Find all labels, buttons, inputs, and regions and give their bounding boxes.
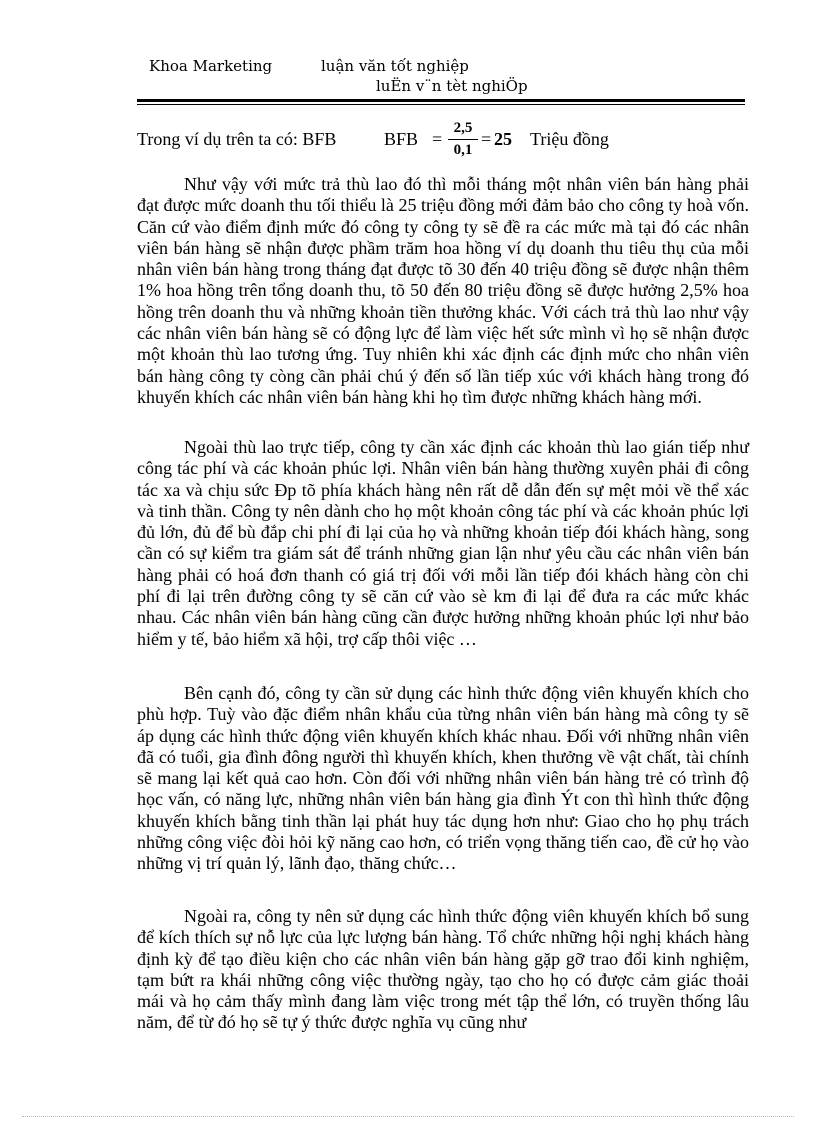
formula-equals: = [432,129,443,149]
formula-fraction [448,120,478,159]
formula-lhs: BFB [384,129,419,149]
header-rule-thick [137,99,745,102]
fraction-denominator: 0,1 [453,142,473,158]
header-rule-thin [137,104,745,105]
formula-unit: Triệu đồng [530,129,609,149]
fraction-bar [448,139,478,140]
formula-equals-2: = [481,129,492,149]
body-paragraph: Ngoài ra, công ty nên sử dụng các hình thức động viên khuyến khích bổ sung để kích thích sự nỗ lực của lực lượng bán hàng. Tổ chức những hội nghị khách hàng định kỳ để tạo điều kiện cho các nhân viên bán hàng gặp gỡ trao đổi kinh nghiệm, tạm bứt ra khái những công việc thường ngày, tạo cho họ có được cảm giác thoải mái và họ cảm thấy mình đang làm việc trong mét tập thể lớn, có truyền thống lâu năm, để từ đó họ sẽ tự ý thức được nghĩa vụ cũng như [137,906,749,1033]
fraction-numerator: 2,5 [453,120,473,136]
header-title: luận văn tốt nghiệp [321,57,469,75]
body-paragraph: Bên cạnh đó, công ty cần sử dụng các hình thức động viên khuyến khích cho phù hợp. Tuỳ vào đặc điểm nhân khẩu của từng nhân viên bán hàng mà công ty sẽ áp dụng các hình thức động viên khuyến khích khác nhau. Đối với những nhân viên đã có tuổi, gia đình đông người thì khuyến khích, khen thưởng về vật chất, tài chính sẽ mang lại kết quả cao hơn. Còn đối với những nhân viên bán hàng trẻ có trình độ học vấn, có năng lực, những nhân viên bán hàng gia đình Ýt con thì hình thức động khuyến khích bằng tinh thần lại phát huy tác dụng hơn như: Giao cho họ phụ trách những công việc đòi hỏi kỹ năng cao hơn, có triển vọng thăng tiến cao, đề cử họ vào những vị trí quản lý, lãnh đạo, thăng chức… [137,683,749,874]
header-title-garbled: luËn v¨n tèt nghiÖp [376,77,528,95]
formula-result: 25 [494,129,512,149]
formula-intro: Trong ví dụ trên ta có: BFB [137,129,337,149]
body-paragraph: Ngoài thù lao trực tiếp, công ty cần xác định các khoản thù lao gián tiếp như công tác phí và các khoản phúc lợi. Nhân viên bán hàng thường xuyên phải đi công tác xa và chịu sức Ðp tõ phía khách hàng nên rất dễ dẫn đến sự mệt mỏi về thể xác và tinh thần. Công ty nên dành cho họ một khoản công tác phí và các khoản phúc lợi đủ lớn, đủ để bù đắp chi phí đi lại của họ và những khoản tiếp đói khách hàng, song cần có sự kiểm tra giám sát để tránh những gian lận như yêu cầu các nhân viên bán hàng phải có hoá đơn thanh có giá trị đối với mỗi lần tiếp đói khách hàng còn chi phí đi lại trên đường công ty sẽ căn cứ vào sè km đi lại để đưa ra các mức khác nhau. Các nhân viên bán hàng cũng cần được hưởng những khoản phúc lợi như bảo hiểm y tế, bảo hiểm xã hội, trợ cấp thôi việc … [137,437,749,649]
page-bottom-divider [22,1116,794,1117]
header-department: Khoa Marketing [149,57,273,75]
formula-line [137,120,757,162]
body-paragraph: Như vậy với mức trả thù lao đó thì mỗi tháng một nhân viên bán hàng phải đạt được mức doanh thu tối thiểu là 25 triệu đồng mới đảm bảo cho công ty hoà vốn. Căn cứ vào điểm định mức đó công ty công ty sẽ đề ra các mức mà tại đó các nhân viên bán hàng sẽ nhận được phầm trăm hoa hồng ví dụ doanh thu tiêu thụ của mỗi nhân viên bán hàng trong tháng đạt được tõ 30 đến 40 triệu đồng sẽ được nhận thêm 1% hoa hồng trên tổng doanh thu, tõ 50 đến 80 triệu đồng sẽ được hưởng 2,5% hoa hồng trên doanh thu và những khoản tiền thưởng khác. Với cách trả thù lao như vậy các nhân viên bán hàng sẽ có động lực để làm việc hết sức mình vì họ sẽ nhận được một khoản thù lao tương ứng. Tuy nhiên khi xác định các định mức cho nhân viên bán hàng công ty còng cần phải chú ý đến số lần tiếp xúc với khách hàng trong đó khuyến khích các nhân viên bán hàng khi họ tìm được những khách hàng mới. [137,174,749,407]
